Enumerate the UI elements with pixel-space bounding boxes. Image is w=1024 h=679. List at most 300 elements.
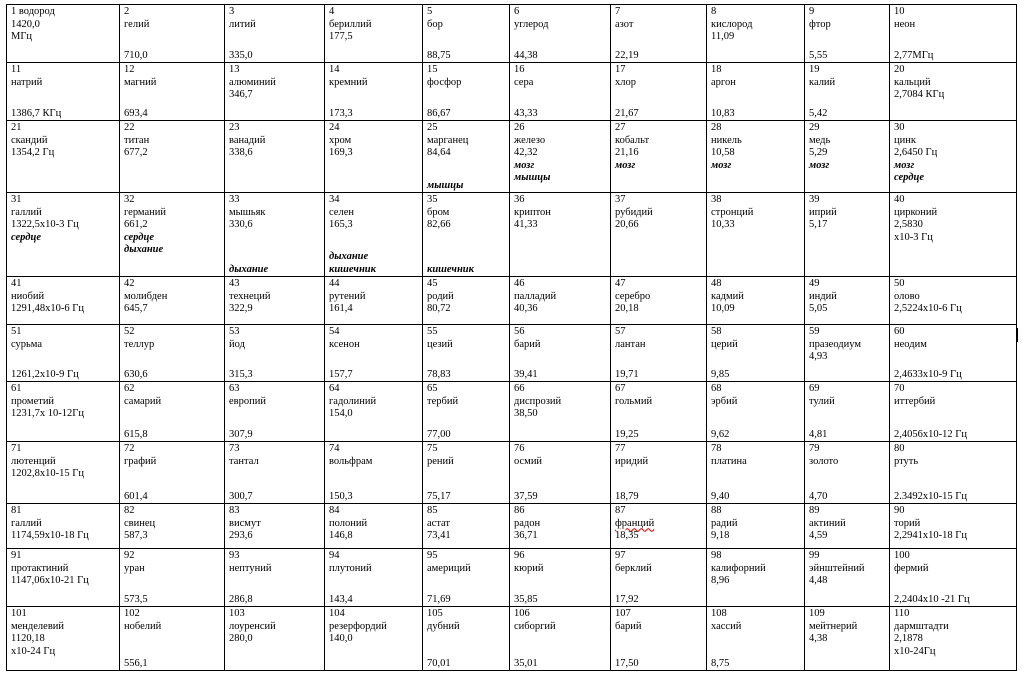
element-cell: [7, 504, 120, 549]
element-cell-content: [615, 505, 703, 548]
frequency-value: 2,7084 КГц: [894, 89, 945, 100]
frequency-value: 42,32: [514, 147, 538, 158]
element-name: фосфор: [427, 76, 462, 88]
element-name: иттербий: [894, 395, 936, 407]
frequency-value: 36,71: [514, 530, 538, 541]
element-cell: [510, 325, 611, 382]
element-number: 75: [427, 443, 438, 454]
frequency-value: 2,2941x10-18 Гц: [894, 530, 967, 541]
element-number: 88: [711, 505, 722, 516]
frequency-value: 157,7: [329, 368, 353, 380]
element-cell: [7, 325, 120, 382]
element-cell: [120, 442, 225, 504]
element-cell: [611, 325, 707, 382]
element-cell-content: [514, 383, 607, 441]
frequency-value: 78,83: [427, 368, 451, 380]
element-number: 2: [124, 6, 130, 17]
element-number: 9: [809, 6, 815, 17]
element-cell-content: [124, 122, 221, 192]
element-name: скандий: [11, 134, 48, 146]
frequency-value: 9,85: [711, 368, 730, 380]
element-name: самарий: [124, 395, 162, 407]
element-cell-content: [615, 122, 703, 192]
element-number: 69: [809, 383, 820, 394]
element-cell-content: [514, 443, 607, 503]
element-cell: [7, 277, 120, 325]
element-name: франций: [615, 517, 655, 529]
frequency-value: 4,59: [809, 530, 828, 541]
element-name: цезий: [427, 338, 453, 350]
element-cell: [325, 5, 423, 63]
element-cell-content: [514, 6, 607, 62]
element-cell-content: [809, 608, 886, 670]
frequency-value: 300,7: [229, 490, 253, 502]
element-cell: [890, 504, 1017, 549]
element-name: индий: [809, 290, 837, 302]
cell-spacer: [427, 89, 506, 108]
element-cell-content: [615, 383, 703, 441]
element-name: эрбий: [711, 395, 738, 407]
element-cell-content: [894, 505, 1013, 548]
element-name: теллур: [124, 338, 155, 350]
element-name: тербий: [427, 395, 459, 407]
element-number: 107: [615, 608, 631, 619]
cell-spacer: [615, 468, 703, 491]
element-name: иприй: [809, 206, 837, 218]
element-cell: [423, 5, 510, 63]
cell-spacer: [229, 31, 321, 50]
element-cell-content: [514, 608, 607, 670]
element-number: 106: [514, 608, 530, 619]
frequency-value: 73,41: [427, 530, 451, 541]
element-cell: [225, 607, 325, 671]
element-number: 13: [229, 64, 240, 75]
element-name: сиборгий: [514, 620, 556, 632]
element-cell: [510, 5, 611, 63]
element-cell: [611, 549, 707, 607]
cell-spacer: [514, 89, 607, 108]
element-cell: [805, 504, 890, 549]
element-cell-content: [229, 383, 321, 441]
organ-label: мозг: [514, 159, 535, 171]
element-cell: [225, 442, 325, 504]
element-cell: [890, 442, 1017, 504]
cell-spacer: [329, 232, 419, 252]
element-cell: [423, 63, 510, 121]
element-name: калий: [809, 76, 836, 88]
element-number: 50: [894, 278, 905, 289]
frequency-value: 615,8: [124, 428, 148, 440]
element-cell-content: [427, 550, 506, 606]
cell-spacer: [427, 468, 506, 491]
element-cell: [225, 121, 325, 193]
element-cell-content: [427, 278, 506, 324]
frequency-value: 38,50: [514, 408, 538, 419]
element-cell-content: [329, 608, 419, 670]
cell-spacer: [329, 468, 419, 491]
element-number: 89: [809, 505, 820, 516]
frequency-value: 19,25: [615, 428, 639, 440]
element-cell: [325, 325, 423, 382]
element-number: 37: [615, 194, 626, 205]
element-cell-content: [229, 122, 321, 192]
element-cell: [7, 5, 120, 63]
element-number: 47: [615, 278, 626, 289]
element-cell-content: [809, 64, 886, 120]
element-cell: [805, 121, 890, 193]
frequency-value: 346,7: [229, 89, 253, 100]
organ-label: сердце: [11, 231, 42, 243]
frequency-value: 2,5224x10-6 Гц: [894, 303, 962, 314]
element-cell: [423, 607, 510, 671]
element-cell-content: [711, 6, 801, 62]
element-cell-content: [809, 326, 886, 381]
cell-spacer: [615, 408, 703, 429]
frequency-value: 9,40: [711, 490, 730, 502]
element-name: рений: [427, 455, 454, 467]
element-name: берклий: [615, 562, 652, 574]
element-name: радон: [514, 517, 541, 529]
element-cell: [510, 382, 611, 442]
element-cell-content: [124, 505, 221, 548]
element-cell-content: [809, 122, 886, 192]
element-name: осмий: [514, 455, 543, 467]
element-number: 7: [615, 6, 621, 17]
element-name: кобальт: [615, 134, 650, 146]
table-row: [7, 504, 1017, 549]
element-cell-content: [229, 6, 321, 62]
element-cell-content: [711, 443, 801, 503]
element-number: 21: [11, 122, 22, 133]
cell-spacer: [711, 351, 801, 369]
cell-spacer: [329, 89, 419, 108]
element-name: молибден: [124, 290, 168, 302]
cell-spacer: [124, 89, 221, 108]
element-name: торий: [894, 517, 921, 529]
element-cell: [890, 193, 1017, 277]
frequency-value: 645,7: [124, 303, 148, 314]
element-cell-content: [514, 550, 607, 606]
table-body: [7, 5, 1017, 671]
frequency-value: 8,75: [711, 657, 730, 669]
element-name: эйнштейний: [809, 562, 865, 574]
element-number: 23: [229, 122, 240, 133]
element-number: 102: [124, 608, 140, 619]
element-cell-content: [229, 443, 321, 503]
element-cell: [707, 193, 805, 277]
frequency-value: 5,17: [809, 219, 828, 230]
element-name: натрий: [11, 76, 43, 88]
element-cell: [7, 549, 120, 607]
element-number: 90: [894, 505, 905, 516]
cell-spacer: [711, 408, 801, 429]
element-cell-content: [329, 64, 419, 120]
element-number: 57: [615, 326, 626, 337]
element-number: 65: [427, 383, 438, 394]
element-cell-content: [11, 443, 116, 503]
element-number: 83: [229, 505, 240, 516]
element-number: 109: [809, 608, 825, 619]
element-name: криптон: [514, 206, 551, 218]
element-name: европий: [229, 395, 266, 407]
element-name: неон: [894, 18, 916, 30]
element-name: полоний: [329, 517, 368, 529]
element-name: америций: [427, 562, 471, 574]
frequency-value: 630,6: [124, 368, 148, 380]
element-cell-content: [809, 550, 886, 606]
frequency-value: 82,66: [427, 219, 451, 230]
frequency-value: 86,67: [427, 107, 451, 119]
frequency-value: 315,3: [229, 368, 253, 380]
element-number: 108: [711, 608, 727, 619]
frequency-value: 1354,2 Гц: [11, 147, 55, 158]
element-name: кюрий: [514, 562, 544, 574]
element-number: 41: [11, 278, 22, 289]
element-cell: [120, 63, 225, 121]
element-number: 45: [427, 278, 438, 289]
cell-spacer: [229, 575, 321, 594]
cell-spacer: [894, 575, 1013, 594]
element-cell-content: [894, 383, 1013, 441]
element-cell: [890, 549, 1017, 607]
element-name: платина: [711, 455, 747, 467]
element-cell: [325, 63, 423, 121]
frequency-value: 286,8: [229, 593, 253, 605]
frequency-value: 307,9: [229, 428, 253, 440]
element-number: 76: [514, 443, 525, 454]
element-name: кислород: [711, 18, 753, 30]
element-number: 15: [427, 64, 438, 75]
frequency-value: 75,17: [427, 490, 451, 502]
element-name: серебро: [615, 290, 651, 302]
element-number: 104: [329, 608, 345, 619]
organ-label: мышцы: [514, 172, 551, 183]
element-number: 6: [514, 6, 520, 17]
element-cell: [225, 63, 325, 121]
element-cell-content: [514, 194, 607, 276]
frequency-value: 11,09: [711, 31, 735, 42]
element-name: литий: [229, 18, 256, 30]
element-cell: [120, 549, 225, 607]
element-number: 63: [229, 383, 240, 394]
cell-spacer: [11, 351, 116, 369]
element-name: кремний: [329, 76, 368, 88]
element-number: 33: [229, 194, 240, 205]
frequency-value: 677,2: [124, 147, 148, 158]
element-number: 78: [711, 443, 722, 454]
element-cell: [7, 63, 120, 121]
frequency-value: 2,4633x10-9 Гц: [894, 368, 962, 380]
element-name: ртуть: [894, 455, 919, 467]
element-cell: [423, 325, 510, 382]
cell-spacer: [427, 575, 506, 594]
element-cell-content: [427, 443, 506, 503]
element-name: дармштадти: [894, 620, 949, 632]
frequency-value: 37,59: [514, 490, 538, 502]
element-name: вольфрам: [329, 455, 373, 467]
frequency-value: 2,6450 Гц: [894, 147, 938, 158]
element-name: лоуренсий: [229, 620, 276, 632]
element-cell-content: [11, 608, 116, 670]
element-cell: [611, 63, 707, 121]
cell-spacer: [427, 31, 506, 50]
element-number: 81: [11, 505, 22, 516]
cell-spacer: [124, 31, 221, 50]
organ-label: мозг: [615, 159, 636, 171]
element-number: 18: [711, 64, 722, 75]
organ-label: мышцы: [427, 179, 464, 191]
element-cell-content: [427, 64, 506, 120]
frequency-value: 17,92: [615, 593, 639, 605]
element-cell: [611, 5, 707, 63]
element-cell-content: [329, 326, 419, 381]
element-cell-content: [711, 122, 801, 192]
frequency-value: 35,01: [514, 657, 538, 669]
cell-spacer: [427, 232, 506, 264]
organ-label: кишечник: [427, 263, 474, 275]
frequency-value: 1322,5x10-3 Гц: [11, 219, 79, 230]
element-name: бериллий: [329, 18, 372, 30]
frequency-value: 1174,59x10-18 Гц: [11, 530, 89, 541]
cell-spacer: [894, 468, 1013, 491]
cell-spacer: [229, 468, 321, 491]
organ-label: мозг: [809, 159, 830, 171]
frequency-value: 44,38: [514, 49, 538, 61]
element-number: 94: [329, 550, 340, 561]
element-name: технеций: [229, 290, 271, 302]
element-number: 77: [615, 443, 626, 454]
frequency-value: 177,5: [329, 31, 353, 42]
frequency-value: 9,18: [711, 530, 730, 541]
element-cell: [510, 442, 611, 504]
element-number: 27: [615, 122, 626, 133]
frequency-value: 154,0: [329, 408, 353, 419]
element-number: 32: [124, 194, 135, 205]
cell-spacer: [11, 89, 116, 108]
element-cell: [225, 504, 325, 549]
element-cell-content: [894, 6, 1013, 62]
element-cell: [325, 504, 423, 549]
element-number: 110: [894, 608, 910, 619]
element-number: 95: [427, 550, 438, 561]
element-cell: [707, 549, 805, 607]
element-cell: [805, 325, 890, 382]
element-cell-content: [711, 64, 801, 120]
element-cell: [805, 549, 890, 607]
element-name: астат: [427, 517, 451, 529]
element-cell-content: [615, 6, 703, 62]
element-name: марганец: [427, 134, 469, 146]
element-name: фтор: [809, 18, 831, 30]
element-number: 34: [329, 194, 340, 205]
element-cell-content: [711, 383, 801, 441]
element-cell-content: [711, 505, 801, 548]
organ-label: дыхание: [229, 263, 269, 275]
organ-label: мозг: [894, 159, 915, 171]
element-cell-content: [11, 505, 116, 548]
element-name: празеодиум: [809, 338, 862, 350]
element-name: 1420,0: [11, 18, 40, 30]
frequency-value: 2,4056x10-12 Гц: [894, 428, 967, 440]
element-cell: [225, 277, 325, 325]
frequency-value: 2,5830: [894, 219, 923, 230]
element-cell: [423, 549, 510, 607]
element-cell: [611, 382, 707, 442]
element-name: цирконий: [894, 206, 938, 218]
element-name: цинк: [894, 134, 916, 146]
frequency-value: 18,35: [615, 530, 639, 541]
frequency-value: 17,50: [615, 657, 639, 669]
element-cell: [890, 325, 1017, 382]
cell-spacer: [514, 575, 607, 594]
frequency-value: 20,18: [615, 303, 639, 314]
element-name: дубний: [427, 620, 460, 632]
element-cell: [890, 5, 1017, 63]
cell-spacer: [427, 633, 506, 658]
element-cell: [890, 607, 1017, 671]
element-number: 38: [711, 194, 722, 205]
element-name: азот: [615, 18, 634, 30]
element-cell-content: [329, 383, 419, 441]
element-cell: [890, 277, 1017, 325]
element-cell: [510, 193, 611, 277]
element-number: 84: [329, 505, 340, 516]
element-cell-content: [229, 64, 321, 120]
element-number: 12: [124, 64, 135, 75]
cell-spacer: [615, 31, 703, 50]
frequency-value: 10,83: [711, 107, 735, 119]
element-number: 17: [615, 64, 626, 75]
element-name: иридий: [615, 455, 649, 467]
element-cell: [120, 382, 225, 442]
element-cell-content: [427, 326, 506, 381]
cell-spacer: [809, 31, 886, 50]
element-cell-content: [809, 505, 886, 548]
element-name: железо: [514, 134, 546, 146]
element-name: бор: [427, 18, 443, 30]
element-cell: [325, 193, 423, 277]
element-number: 53: [229, 326, 240, 337]
frequency-value: 2,1878: [894, 633, 923, 644]
element-cell: [611, 504, 707, 549]
cell-spacer: [329, 575, 419, 594]
frequency-value: 18,79: [615, 490, 639, 502]
element-name: медь: [809, 134, 831, 146]
element-number: 82: [124, 505, 135, 516]
element-number: 10: [894, 6, 905, 17]
frequency-value: 84,64: [427, 147, 451, 158]
element-number: 58: [711, 326, 722, 337]
cell-spacer: [229, 351, 321, 369]
element-cell: [805, 607, 890, 671]
element-cell: [805, 442, 890, 504]
element-cell: [423, 504, 510, 549]
element-number: 35: [427, 194, 438, 205]
element-cell-content: [809, 278, 886, 324]
element-name: нобелий: [124, 620, 162, 632]
element-number: 68: [711, 383, 722, 394]
element-name: калифорний: [711, 562, 766, 574]
element-name: церий: [711, 338, 738, 350]
element-cell-content: [711, 550, 801, 606]
frequency-value: 587,3: [124, 530, 148, 541]
element-number: 98: [711, 550, 722, 561]
element-cell-content: [229, 608, 321, 670]
element-cell-content: [894, 550, 1013, 606]
table-row: [7, 607, 1017, 671]
element-name: хассий: [711, 620, 742, 632]
frequency-value: 693,4: [124, 107, 148, 119]
